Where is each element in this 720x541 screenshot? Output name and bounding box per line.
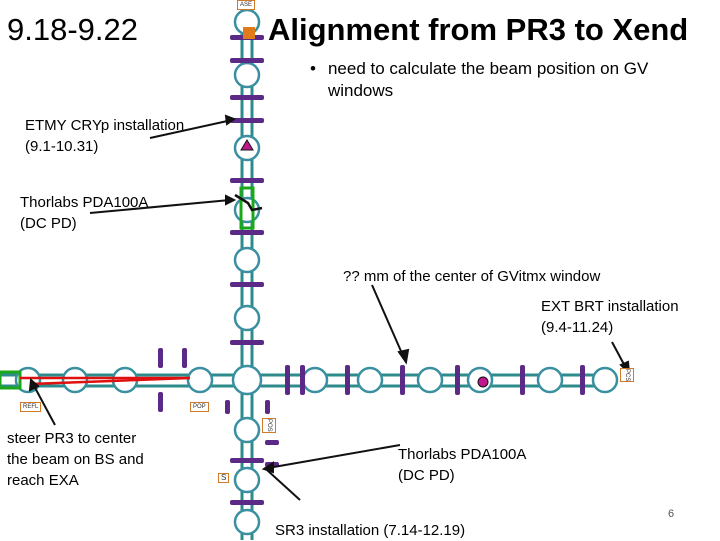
ext-marker (478, 377, 488, 387)
pos-tag: POS (262, 418, 276, 433)
thorlabs-top-line2: (DC PD) (20, 215, 77, 232)
bullet-marker: • (310, 59, 316, 78)
right-end-tag: PCS (620, 368, 634, 382)
vertical-chambers (235, 10, 259, 534)
ext-brt-label (541, 296, 679, 338)
top-port-tag: ASE (237, 0, 255, 10)
etmy-label (25, 115, 184, 157)
gvitmx-label: ?? mm of the center of GVitmx window (343, 268, 601, 285)
thorlabs-bottom-label (398, 444, 526, 486)
ext-brt-line2: (9.4-11.24) (541, 319, 614, 336)
steer-line2: the beam on BS and (7, 451, 144, 468)
date-range: 9.18-9.22 (7, 12, 138, 47)
sr3-label: SR3 installation (7.14-12.19) (275, 522, 466, 539)
etmy-label-line1: ETMY CRYp installation (25, 117, 185, 134)
steer-line3: reach EXA (7, 472, 79, 489)
page-number: 6 (668, 508, 675, 520)
slide-title: Alignment from PR3 to Xend (268, 12, 689, 47)
ext-brt-line1: EXT BRT installation (541, 298, 679, 315)
thorlabs-top-line1: Thorlabs PDA100A (20, 194, 149, 211)
pop-tag: POP (190, 402, 209, 412)
small-box-tag: S (218, 473, 229, 483)
steer-line1: steer PR3 to center (7, 430, 137, 447)
steer-label (7, 428, 144, 491)
accent-square (243, 27, 255, 39)
etmy-label-line2: (9.1-10.31) (25, 138, 99, 155)
bullet-item (310, 58, 715, 102)
beam-path (20, 378, 190, 384)
refl-tag: REFL (20, 402, 41, 412)
thorlabs-bottom-line1: Thorlabs PDA100A (398, 446, 527, 463)
thorlabs-top-label (20, 192, 148, 234)
bullet-text: need to calculate the beam position on GV windows (327, 59, 649, 100)
thorlabs-bottom-line2: (DC PD) (398, 467, 455, 484)
